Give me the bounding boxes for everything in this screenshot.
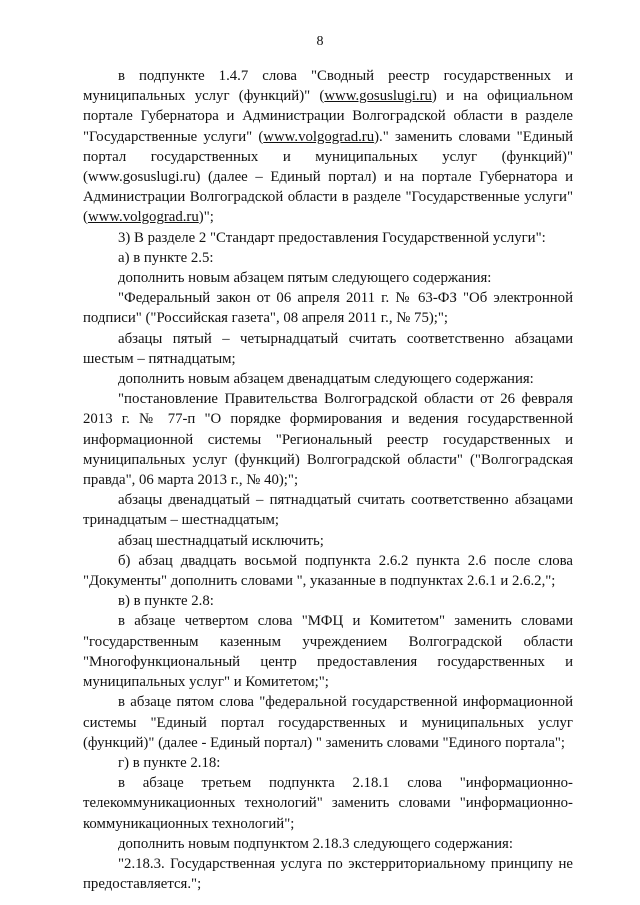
paragraph-13: в абзаце четвертом слова "МФЦ и Комитетом" заменить словами "государственным казенным учреждением Волгоградской области "Многофункциональный центр предоставления государственных и муниципальных услуг" и Комитетом;"; — [83, 613, 573, 691]
paragraph-4: дополнить новым абзацем пятым следующего содержания: — [118, 270, 492, 287]
paragraph-14: в абзаце пятом слова "федеральной государственной информационной системы "Единый портал государственных и муниципальных услуг (функций)" (далее - Единый портал) " заменить словами "Единого портала"; — [83, 694, 573, 751]
paragraph-2: 3) В разделе 2 "Стандарт предоставления Государственной услуги": — [118, 229, 546, 246]
paragraph-10: абзац шестнадцатый исключить; — [118, 532, 324, 549]
document-body — [83, 66, 573, 894]
paragraph-5: "Федеральный закон от 06 апреля 2011 г. № 63-ФЗ "Об электронной подписи" ("Российская газета", 08 апреля 2011 г., № 75);"; — [83, 290, 573, 327]
paragraph-12: в) в пункте 2.8: — [118, 593, 214, 610]
paragraph-17: дополнить новым подпунктом 2.18.3 следующего содержания: — [118, 835, 513, 852]
link-volgograd[interactable]: www.volgograd.ru — [263, 128, 375, 145]
paragraph-1 — [83, 66, 573, 228]
paragraph-11: б) абзац двадцать восьмой подпункта 2.6.2 пункта 2.6 после слова "Документы" дополнить словами ", указанные в подпунктах 2.6.1 и 2.6.2,"; — [83, 552, 573, 590]
paragraph-18: "2.18.3. Государственная услуга по экстерриториальному принципу не предоставляется."; — [83, 855, 573, 893]
paragraph-8: "постановление Правительства Волгоградской области от 26 февраля 2013 г. № 77-п "О порядке формирования и ведения государственной информационной системы "Региональный реестр государственных и муниципальных услуг (функций) Волгоградской области" ("Волгоградская правда", 06 марта 2013 г., № 40);"; — [83, 391, 573, 489]
paragraph-6: абзацы пятый – четырнадцатый считать соответственно абзацами шестым – пятнадцатым; — [83, 330, 573, 367]
paragraph-16: в абзаце третьем подпункта 2.18.1 слова "информационно-телекоммуникационных технологий" заменить словами "информационно-коммуникационных технологий"; — [83, 775, 573, 832]
paragraph-1-part-c: )." заменить словами "Единый портал государственных и муниципальных услуг (функций)" (www.gosuslugi.ru) (далее – Единый портал) и на портале Губернатора и Администрации Волгоградской области в разделе "Государственные услуги" ( — [83, 128, 573, 226]
paragraph-15: г) в пункте 2.18: — [118, 754, 221, 771]
paragraph-3: а) в пункте 2.5: — [118, 249, 214, 266]
link-volgograd-2[interactable]: www.volgograd.ru — [87, 209, 199, 226]
page-number: 8 — [316, 34, 324, 49]
link-gosuslugi[interactable]: www.gosuslugi.ru — [324, 88, 432, 105]
paragraph-1-part-d: )"; — [198, 209, 214, 226]
paragraph-1-part-a: в подпункте 1.4.7 слова "Сводный реестр государственных и муниципальных услуг (функций)" ( — [83, 68, 573, 105]
paragraph-1-part-b: ) и на официальном портале Губернатора и Администрации Волгоградской области в разделе "Государственные услуги" ( — [83, 88, 573, 145]
paragraph-7: дополнить новым абзацем двенадцатым следующего содержания: — [118, 371, 534, 388]
paragraph-9: абзацы двенадцатый – пятнадцатый считать соответственно абзацами тринадцатым – шестнадцатым; — [83, 492, 573, 529]
